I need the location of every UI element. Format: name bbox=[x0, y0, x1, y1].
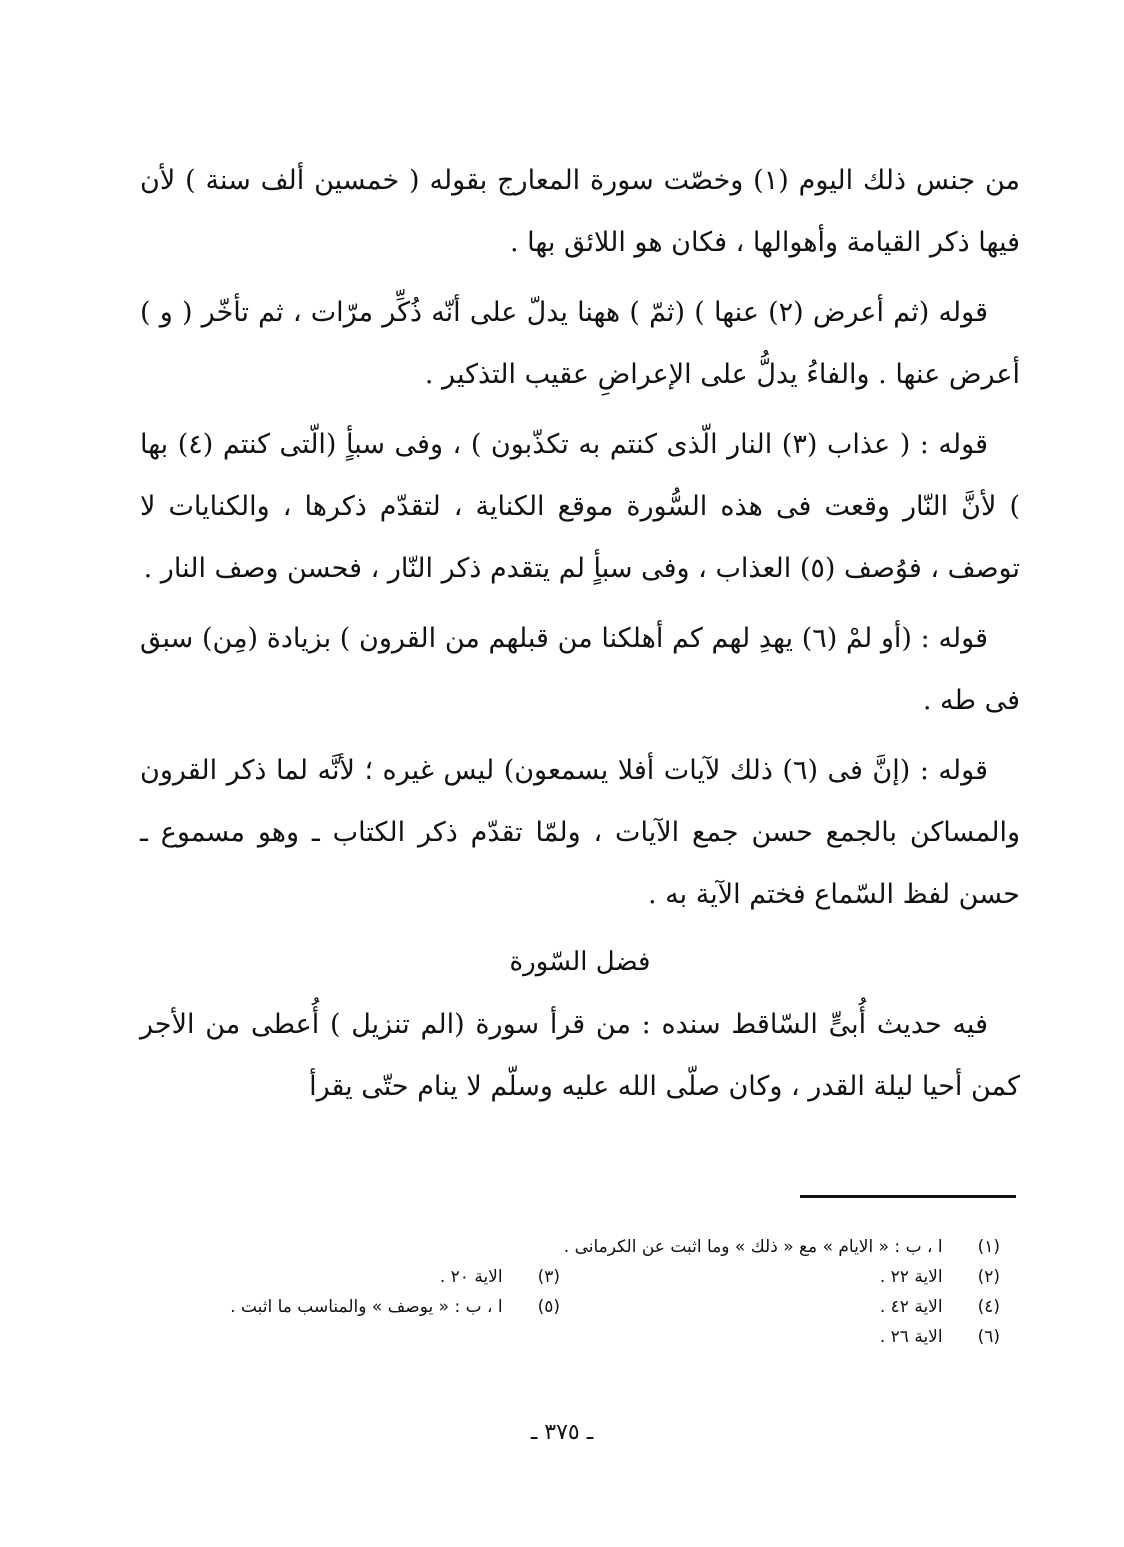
page-number: ـ ٣٧٥ ـ bbox=[530, 1420, 594, 1445]
footnote-row bbox=[140, 1262, 1000, 1292]
section-paragraph: فيه حديث أُبىٍّ السّاقط سنده : من قرأ سورة (الم تنزيل ) أُعطى من الأجر كمن أحيا ليلة القدر ، وكان صلّى الله عليه وسلّم لا ينام حتّى يقرأ bbox=[140, 1009, 1020, 1102]
footnote-text: الاية ٢٠ . bbox=[439, 1267, 503, 1287]
footnote-number: (٥) bbox=[537, 1297, 560, 1317]
footnote-row bbox=[140, 1232, 1000, 1262]
footnote-text: الاية ٤٢ . bbox=[879, 1297, 943, 1317]
paragraph-3: قوله : ( عذاب (٣) النار الّذى كنتم به تكذّبون ) ، وفى سبأٍ (الّتى كنتم (٤) بها ) لأنَّ النّار وقعت فى هذه السُّورة موقع الكناية ، لتقدّم ذكرها ، والكنايات لا توصف ، فوُصف (٥) العذاب ، وفى سبأٍ لم يتقدم ذكر النّار ، فحسن وصف النار . bbox=[140, 429, 1020, 584]
footnote-5 bbox=[230, 1292, 560, 1322]
footnote-6 bbox=[880, 1322, 1000, 1352]
paragraph-5: قوله : (إنَّ فى (٦) ذلك لآيات أفلا يسمعون) ليس غيره ؛ لأنَّه لما ذكر القرون والمساكن بالجمع حسن جمع الآيات ، ولمّا تقدّم ذكر الكتاب ـ وهو مسموع ـ حسن لفظ السّماع فختم الآية به . bbox=[140, 755, 1020, 910]
footnote-row bbox=[140, 1292, 1000, 1322]
paragraph-2: قوله (ثم أعرض (٢) عنها ) (ثمّ ) ههنا يدلّ على أنّه ذُكِّر مرّات ، ثم تأخّر ( و ) أعرض عنها . والفاءُ يدلُّ على الإعراضِ عقيب التذكير . bbox=[140, 297, 1020, 390]
paragraph-4: قوله : (أو لمْ (٦) يهدِ لهم كم أهلكنا من قبلهم من القرون ) بزيادة (مِن) سبق فى طه . bbox=[140, 623, 1020, 716]
paragraph-1: من جنس ذلك اليوم (١) وخصّت سورة المعارج بقوله ( خمسين ألف سنة ) لأن فيها ذكر القيامة وأهوالها ، فكان هو اللائق بها . bbox=[140, 165, 1020, 258]
footnote-row bbox=[140, 1322, 1000, 1352]
footnote-number: (١) bbox=[977, 1237, 1000, 1257]
footnote-number: (٤) bbox=[977, 1297, 1000, 1317]
footnote-text: الاية ٢٦ . bbox=[879, 1327, 943, 1347]
footnote-4 bbox=[880, 1292, 1000, 1322]
footnote-number: (٦) bbox=[977, 1327, 1000, 1347]
footnote-text: الاية ٢٢ . bbox=[879, 1267, 943, 1287]
footnote-divider bbox=[800, 1195, 1016, 1198]
footnote-2 bbox=[880, 1262, 1000, 1292]
footnote-3 bbox=[440, 1262, 560, 1292]
footnote-number: (٣) bbox=[537, 1267, 560, 1287]
footnote-text: ا ، ب : « يوصف » والمناسب ما اثبت . bbox=[230, 1297, 503, 1317]
footnote-1 bbox=[564, 1232, 1000, 1262]
footnote-number: (٢) bbox=[977, 1267, 1000, 1287]
section-heading: فضل السّورة bbox=[509, 947, 651, 977]
footnotes bbox=[140, 1232, 1000, 1352]
footnote-text: ا ، ب : « الايام » مع « ذلك » وما اثبت عن الكرمانى . bbox=[563, 1237, 943, 1257]
main-text bbox=[140, 150, 1020, 1126]
